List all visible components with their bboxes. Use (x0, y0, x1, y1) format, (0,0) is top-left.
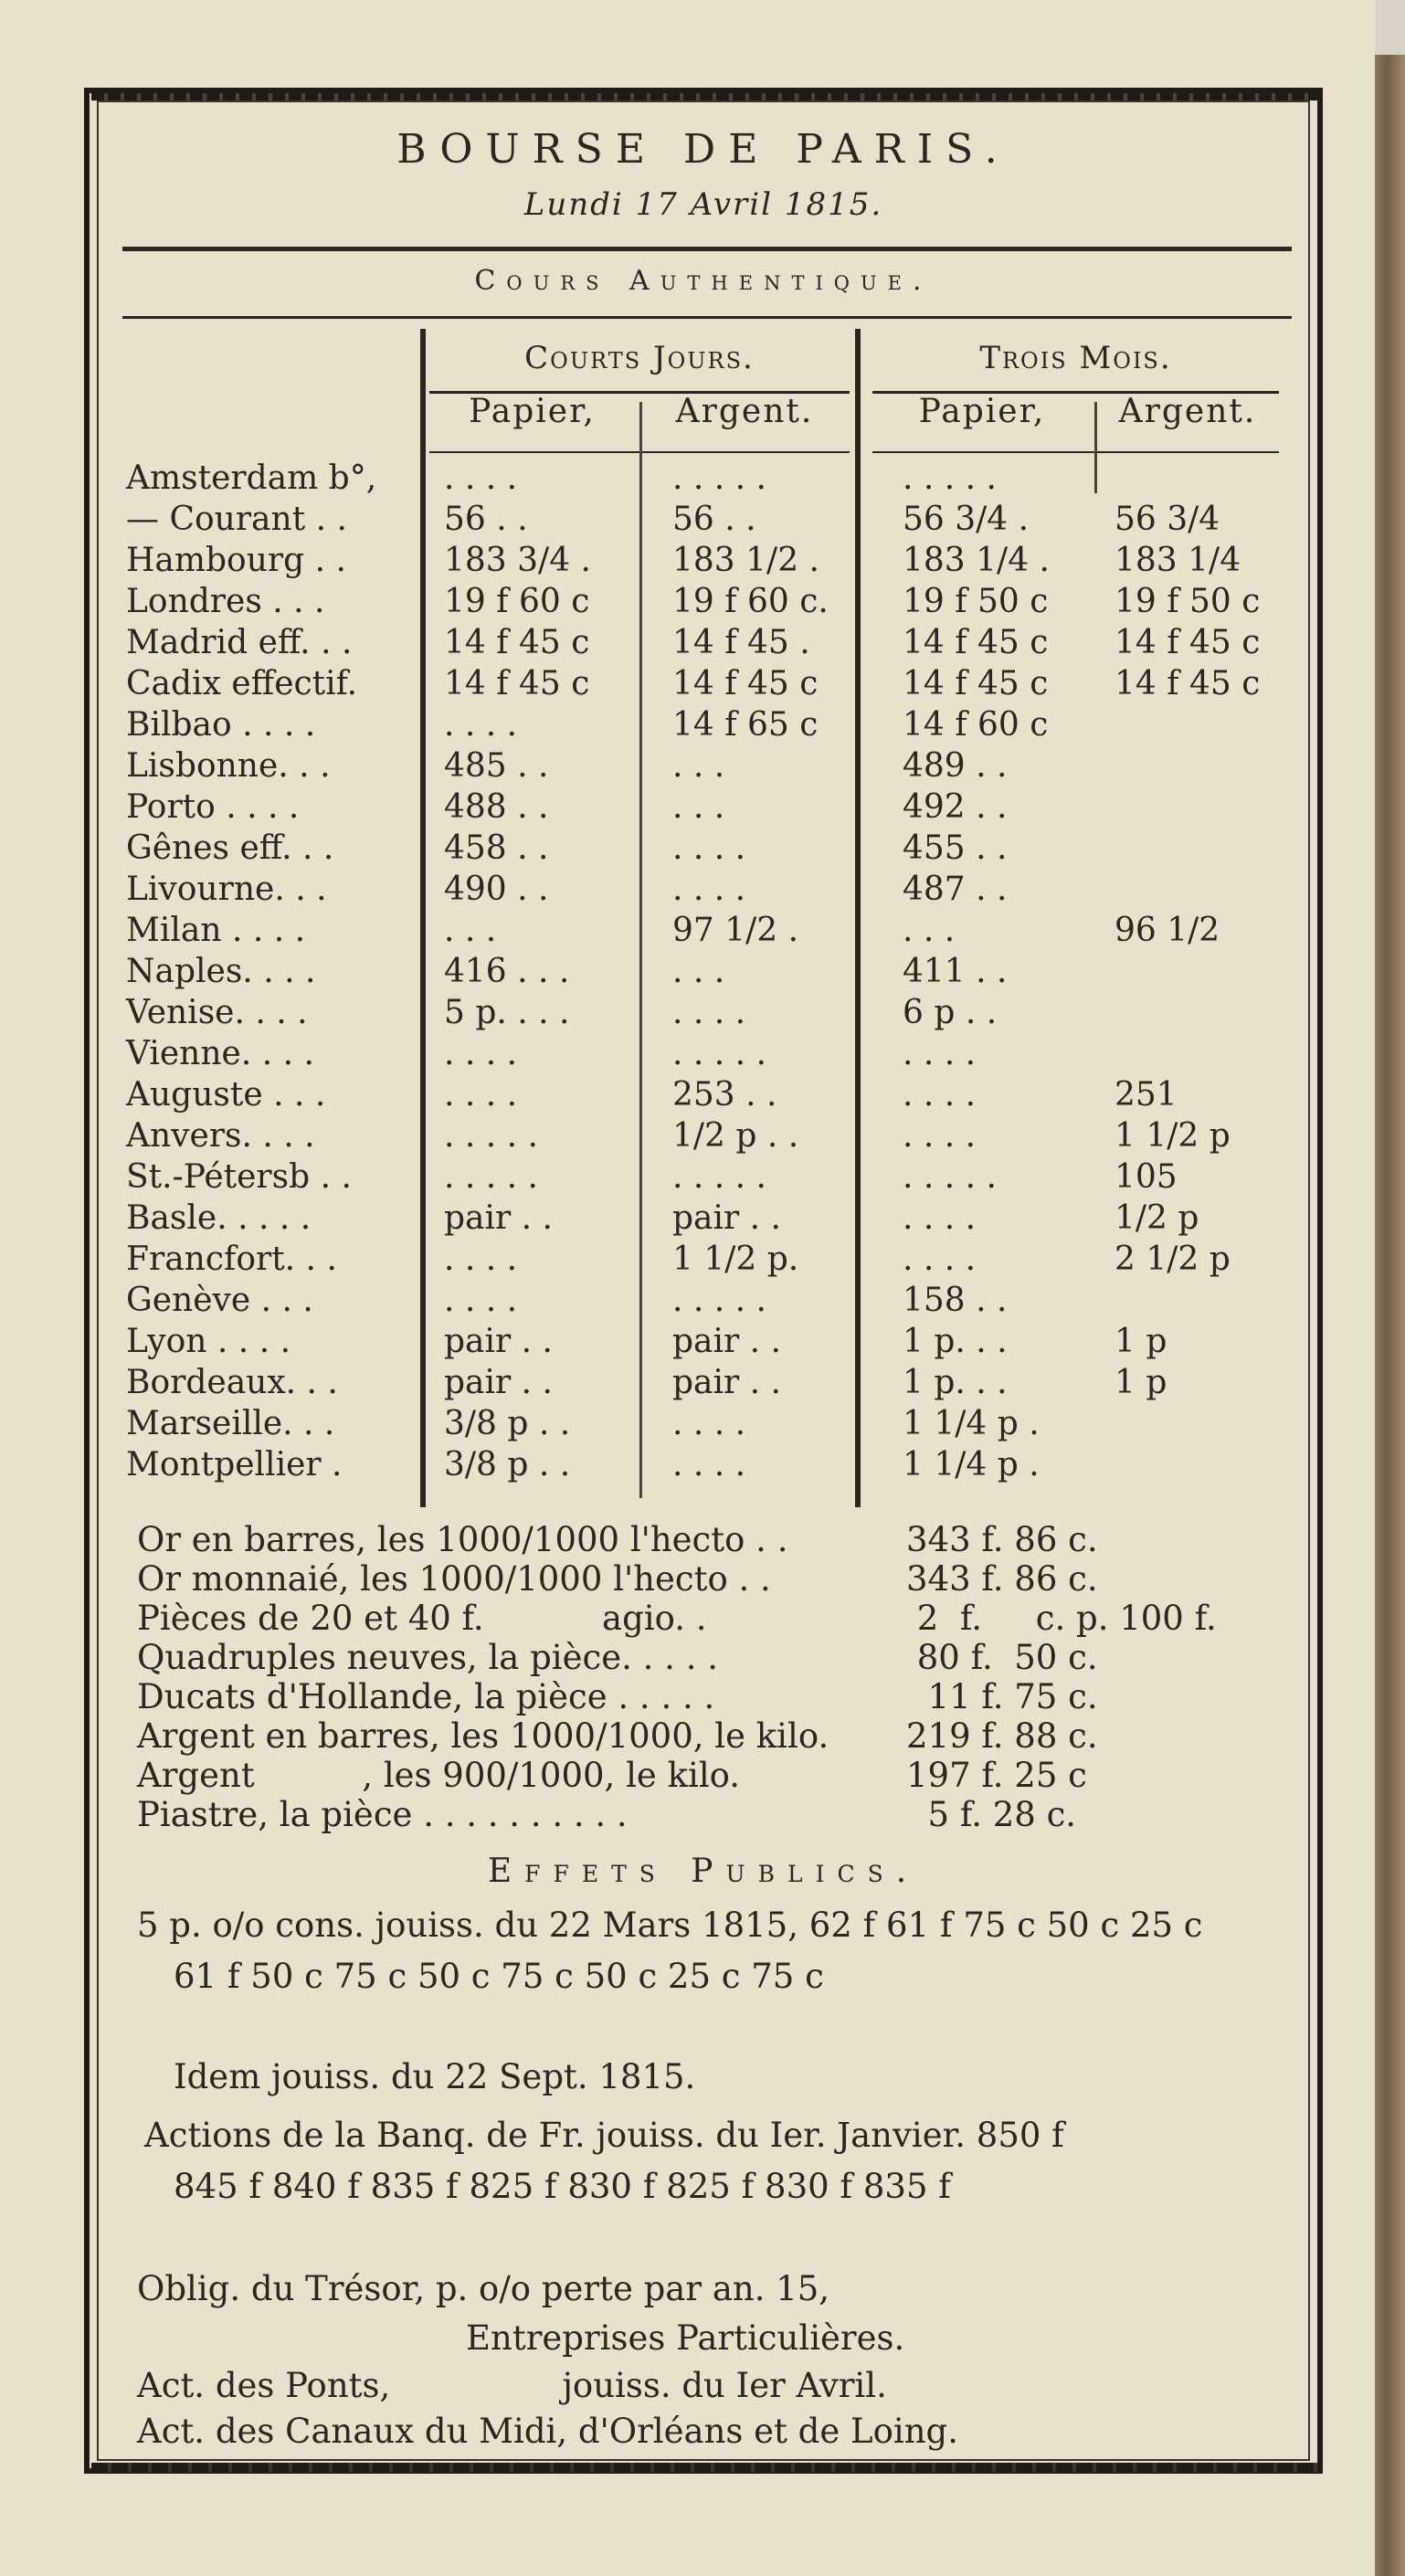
table-cell: . . . . (903, 1199, 977, 1237)
table-cell: pair . . (444, 1323, 554, 1360)
table-cell: 19 f 50 c (903, 583, 1049, 620)
table-cell: 14 f 45 c (903, 624, 1049, 661)
row-label: Porto . . . . (126, 788, 300, 826)
effets-line-9: Act. des Canaux du Midi, d'Orléans et de Loing. (137, 2412, 958, 2451)
table-cell: . . . . (672, 1405, 746, 1442)
table-cell: . . . . (672, 994, 746, 1031)
table-row (0, 664, 1375, 704)
bullion-label: Quadruples neuves, la pièce. . . . . (137, 1638, 718, 1677)
bullion-value: 2 f. c. p. 100 f. (906, 1599, 1217, 1638)
row-label: Bilbao . . . . (126, 706, 316, 744)
table-cell: 14 f 65 c (672, 706, 819, 744)
table-row (0, 500, 1375, 540)
table-row (0, 1404, 1375, 1444)
table-cell: 489 . . (903, 747, 1008, 785)
bullion-value: 343 f. 86 c. (906, 1559, 1098, 1599)
table-cell: 14 f 60 c (903, 706, 1049, 744)
row-label: Amsterdam b°, (126, 459, 377, 497)
section-title: Cours Authentique. (474, 265, 933, 297)
table-cell: 105 (1114, 1158, 1178, 1196)
table-cell: . . . . . (444, 1158, 538, 1196)
bullion-row (0, 1795, 1375, 1835)
bullion-value: 11 f. 75 c. (906, 1677, 1098, 1716)
table-row (0, 870, 1375, 910)
subheader-rule-right (872, 451, 1279, 453)
book-page-edge (1375, 55, 1405, 2576)
table-cell: pair . . (672, 1199, 782, 1237)
bullion-value: 343 f. 86 c. (906, 1520, 1098, 1559)
table-cell: 1 p. . . (903, 1323, 1008, 1360)
row-label: Bordeaux. . . (126, 1364, 338, 1401)
row-label: Auguste . . . (126, 1076, 326, 1114)
bullion-label: Argent en barres, les 1000/1000, le kilo. (137, 1716, 829, 1756)
subheader-argent-2: Argent. (1118, 393, 1257, 430)
row-label: Basle. . . . . (126, 1199, 312, 1237)
table-cell: . . . . . (672, 1282, 766, 1319)
table-cell: 492 . . (903, 788, 1008, 826)
table-cell: 1 p (1114, 1323, 1167, 1360)
table-row (0, 1363, 1375, 1403)
table-cell: . . . . . (672, 1158, 766, 1196)
bullion-value: 197 f. 25 c (906, 1756, 1087, 1795)
table-cell: 490 . . (444, 871, 549, 908)
table-cell: 1 1/4 p . (903, 1405, 1040, 1442)
table-cell: 14 f 45 c (903, 665, 1049, 702)
table-row (0, 1034, 1375, 1074)
table-row (0, 746, 1375, 787)
table-row (0, 1157, 1375, 1198)
effets-line-1: 5 p. o/o cons. jouiss. du 22 Mars 1815, 62 f 61 f 75 c 50 c 25 c (137, 1906, 1203, 1945)
row-label: St.-Pétersb . . (126, 1158, 352, 1196)
table-row (0, 911, 1375, 951)
table-cell: . . . . (444, 1240, 518, 1278)
bullion-row (0, 1677, 1375, 1717)
table-cell: . . . . (444, 706, 518, 744)
table-cell: pair . . (672, 1323, 782, 1360)
table-cell: 56 . . (672, 501, 756, 538)
bullion-label: Piastre, la pièce . . . . . . . . . . (137, 1795, 628, 1834)
table-row (0, 1445, 1375, 1485)
table-cell: . . . (903, 912, 956, 949)
table-row (0, 541, 1375, 581)
effets-line-2: 61 f 50 c 75 c 50 c 75 c 50 c 25 c 75 c (174, 1957, 824, 1996)
table-cell: 488 . . (444, 788, 549, 826)
group-header-courts-jours: Courts Jours. (524, 340, 755, 376)
table-cell: 6 p . . (903, 994, 998, 1031)
table-row (0, 623, 1375, 663)
table-cell: 455 . . (903, 829, 1008, 867)
table-cell: 19 f 60 c. (672, 583, 829, 620)
row-label: Madrid eff. . . (126, 624, 353, 661)
row-label: Vienne. . . . (126, 1035, 314, 1072)
bullion-row (0, 1520, 1375, 1560)
row-label: Venise. . . . (126, 994, 308, 1031)
table-cell: 183 1/4 (1114, 542, 1241, 579)
row-label: Marseille. . . (126, 1405, 335, 1442)
bullion-row (0, 1756, 1375, 1796)
effets-publics-heading: Effets Publics. (487, 1853, 920, 1890)
table-cell: . . . . (903, 1240, 977, 1278)
effets-line-7: Entreprises Particulières. (466, 2318, 905, 2358)
effets-line-4: Actions de la Banq. de Fr. jouiss. du Ier. Janvier. 850 f (144, 2116, 1064, 2155)
page-date: Lundi 17 Avril 1815. (523, 186, 883, 223)
table-cell: 487 . . (903, 871, 1008, 908)
table-cell: 14 f 45 c (1114, 665, 1261, 702)
table-row (0, 1198, 1375, 1239)
table-cell: 1 1/4 p . (903, 1446, 1040, 1483)
table-cell: 14 f 45 c (444, 624, 590, 661)
bullion-row (0, 1599, 1375, 1639)
subheader-papier-2: Papier, (918, 393, 1046, 430)
bullion-value: 5 f. 28 c. (906, 1795, 1077, 1834)
table-cell: . . . . (444, 1035, 518, 1072)
table-cell: 96 1/2 (1114, 912, 1220, 949)
row-label: Anvers. . . . (126, 1117, 315, 1155)
table-cell: 56 3/4 . (903, 501, 1030, 538)
bottom-decorative-border (91, 2463, 1319, 2472)
group-header-trois-mois: Trois Mois. (979, 340, 1172, 376)
table-cell: 14 f 45 . (672, 624, 810, 661)
table-cell: 1 1/2 p (1114, 1117, 1231, 1155)
subheader-argent-1: Argent. (675, 393, 814, 430)
table-cell: 1/2 p . . (672, 1117, 799, 1155)
table-cell: . . . . (444, 1076, 518, 1114)
effets-line-8: Act. des Ponts, jouiss. du Ier Avril. (137, 2366, 887, 2405)
header-rule (122, 247, 1292, 251)
row-label: — Courant . . (126, 501, 347, 538)
table-cell: 3/8 p . . (444, 1405, 571, 1442)
table-cell: 97 1/2 . (672, 912, 799, 949)
table-cell: . . . . (903, 1035, 977, 1072)
table-cell: 2 1/2 p (1114, 1240, 1231, 1278)
table-cell: 19 f 60 c (444, 583, 590, 620)
table-row (0, 1240, 1375, 1280)
table-row (0, 829, 1375, 869)
row-label: Montpellier . (126, 1446, 343, 1483)
effets-line-5: 845 f 840 f 835 f 825 f 830 f 825 f 830 f 835 f (174, 2167, 951, 2206)
table-cell: 1 p (1114, 1364, 1167, 1401)
row-label: Gênes eff. . . (126, 829, 334, 867)
table-cell: 3/8 p . . (444, 1446, 571, 1483)
row-label: Livourne. . . (126, 871, 327, 908)
row-label: Genève . . . (126, 1282, 313, 1319)
table-row (0, 1075, 1375, 1115)
table-cell: . . . . (903, 1076, 977, 1114)
bullion-row (0, 1638, 1375, 1678)
row-label: Milan . . . . (126, 912, 306, 949)
bullion-label: Or en barres, les 1000/1000 l'hecto . . (137, 1520, 788, 1559)
table-cell: . . . (672, 788, 725, 826)
table-row (0, 459, 1375, 499)
bullion-row (0, 1559, 1375, 1599)
table-cell: . . . . (672, 1446, 746, 1483)
table-cell: 56 3/4 (1114, 501, 1220, 538)
table-cell: 411 . . (903, 953, 1008, 990)
table-row (0, 1116, 1375, 1156)
table-row (0, 1322, 1375, 1362)
table-cell: 14 f 45 c (444, 665, 590, 702)
bullion-label: Or monnaié, les 1000/1000 l'hecto . . (137, 1559, 771, 1599)
table-cell: 251 (1114, 1076, 1178, 1114)
table-cell: . . . . . (672, 459, 766, 497)
table-cell: 416 . . . (444, 953, 570, 990)
table-cell: . . . . . (444, 1117, 538, 1155)
section-rule (122, 316, 1292, 319)
bullion-row (0, 1716, 1375, 1757)
table-cell: pair . . (444, 1364, 554, 1401)
table-cell: . . . . (672, 871, 746, 908)
table-cell: 56 . . (444, 501, 528, 538)
bullion-value: 219 f. 88 c. (906, 1716, 1098, 1756)
table-row (0, 1281, 1375, 1321)
table-cell: pair . . (672, 1364, 782, 1401)
bullion-label: Pièces de 20 et 40 f. agio. . (137, 1599, 707, 1638)
subheader-papier-1: Papier, (469, 393, 596, 430)
table-cell: . . . . . (903, 1158, 997, 1196)
table-cell: 5 p. . . . (444, 994, 570, 1031)
table-cell: . . . (672, 953, 725, 990)
table-row (0, 993, 1375, 1033)
table-cell: 1 p. . . (903, 1364, 1008, 1401)
row-label: Francfort. . . (126, 1240, 337, 1278)
row-label: Naples. . . . (126, 953, 316, 990)
table-cell: 1 1/2 p. (672, 1240, 799, 1278)
bullion-value: 80 f. 50 c. (906, 1638, 1098, 1677)
table-cell: . . . (672, 747, 725, 785)
row-label: Lisbonne. . . (126, 747, 331, 785)
table-cell: 183 1/2 . (672, 542, 819, 579)
bullion-label: Ducats d'Hollande, la pièce . . . . . (137, 1677, 715, 1716)
row-label: Hambourg . . (126, 542, 346, 579)
table-cell: 183 3/4 . (444, 542, 591, 579)
table-cell: 253 . . (672, 1076, 777, 1114)
table-row (0, 705, 1375, 745)
row-label: Lyon . . . . (126, 1323, 291, 1360)
table-cell: . . . . . (672, 1035, 766, 1072)
row-label: Londres . . . (126, 583, 325, 620)
table-row (0, 787, 1375, 828)
table-cell: . . . . (444, 1282, 518, 1319)
table-cell: . . . . (444, 459, 518, 497)
page-title: BOURSE DE PARIS. (396, 126, 1010, 173)
table-cell: 158 . . (903, 1282, 1008, 1319)
table-cell: 183 1/4 . (903, 542, 1050, 579)
table-row (0, 952, 1375, 992)
table-cell: 14 f 45 c (1114, 624, 1261, 661)
bullion-label: Argent , les 900/1000, le kilo. (137, 1756, 741, 1795)
table-cell: . . . (444, 912, 497, 949)
table-cell: 1/2 p (1114, 1199, 1199, 1237)
table-cell: 458 . . (444, 829, 549, 867)
table-cell: 485 . . (444, 747, 549, 785)
table-cell: . . . . . (903, 459, 997, 497)
effets-line-3: Idem jouiss. du 22 Sept. 1815. (174, 2057, 696, 2096)
table-cell: . . . . (903, 1117, 977, 1155)
table-cell: . . . . (672, 829, 746, 867)
table-cell: 19 f 50 c (1114, 583, 1261, 620)
table-row (0, 582, 1375, 622)
row-label: Cadix effectif. (126, 665, 358, 702)
table-cell: 14 f 45 c (672, 665, 819, 702)
table-cell: pair . . (444, 1199, 554, 1237)
effets-line-6: Oblig. du Trésor, p. o/o perte par an. 15, (137, 2269, 830, 2308)
